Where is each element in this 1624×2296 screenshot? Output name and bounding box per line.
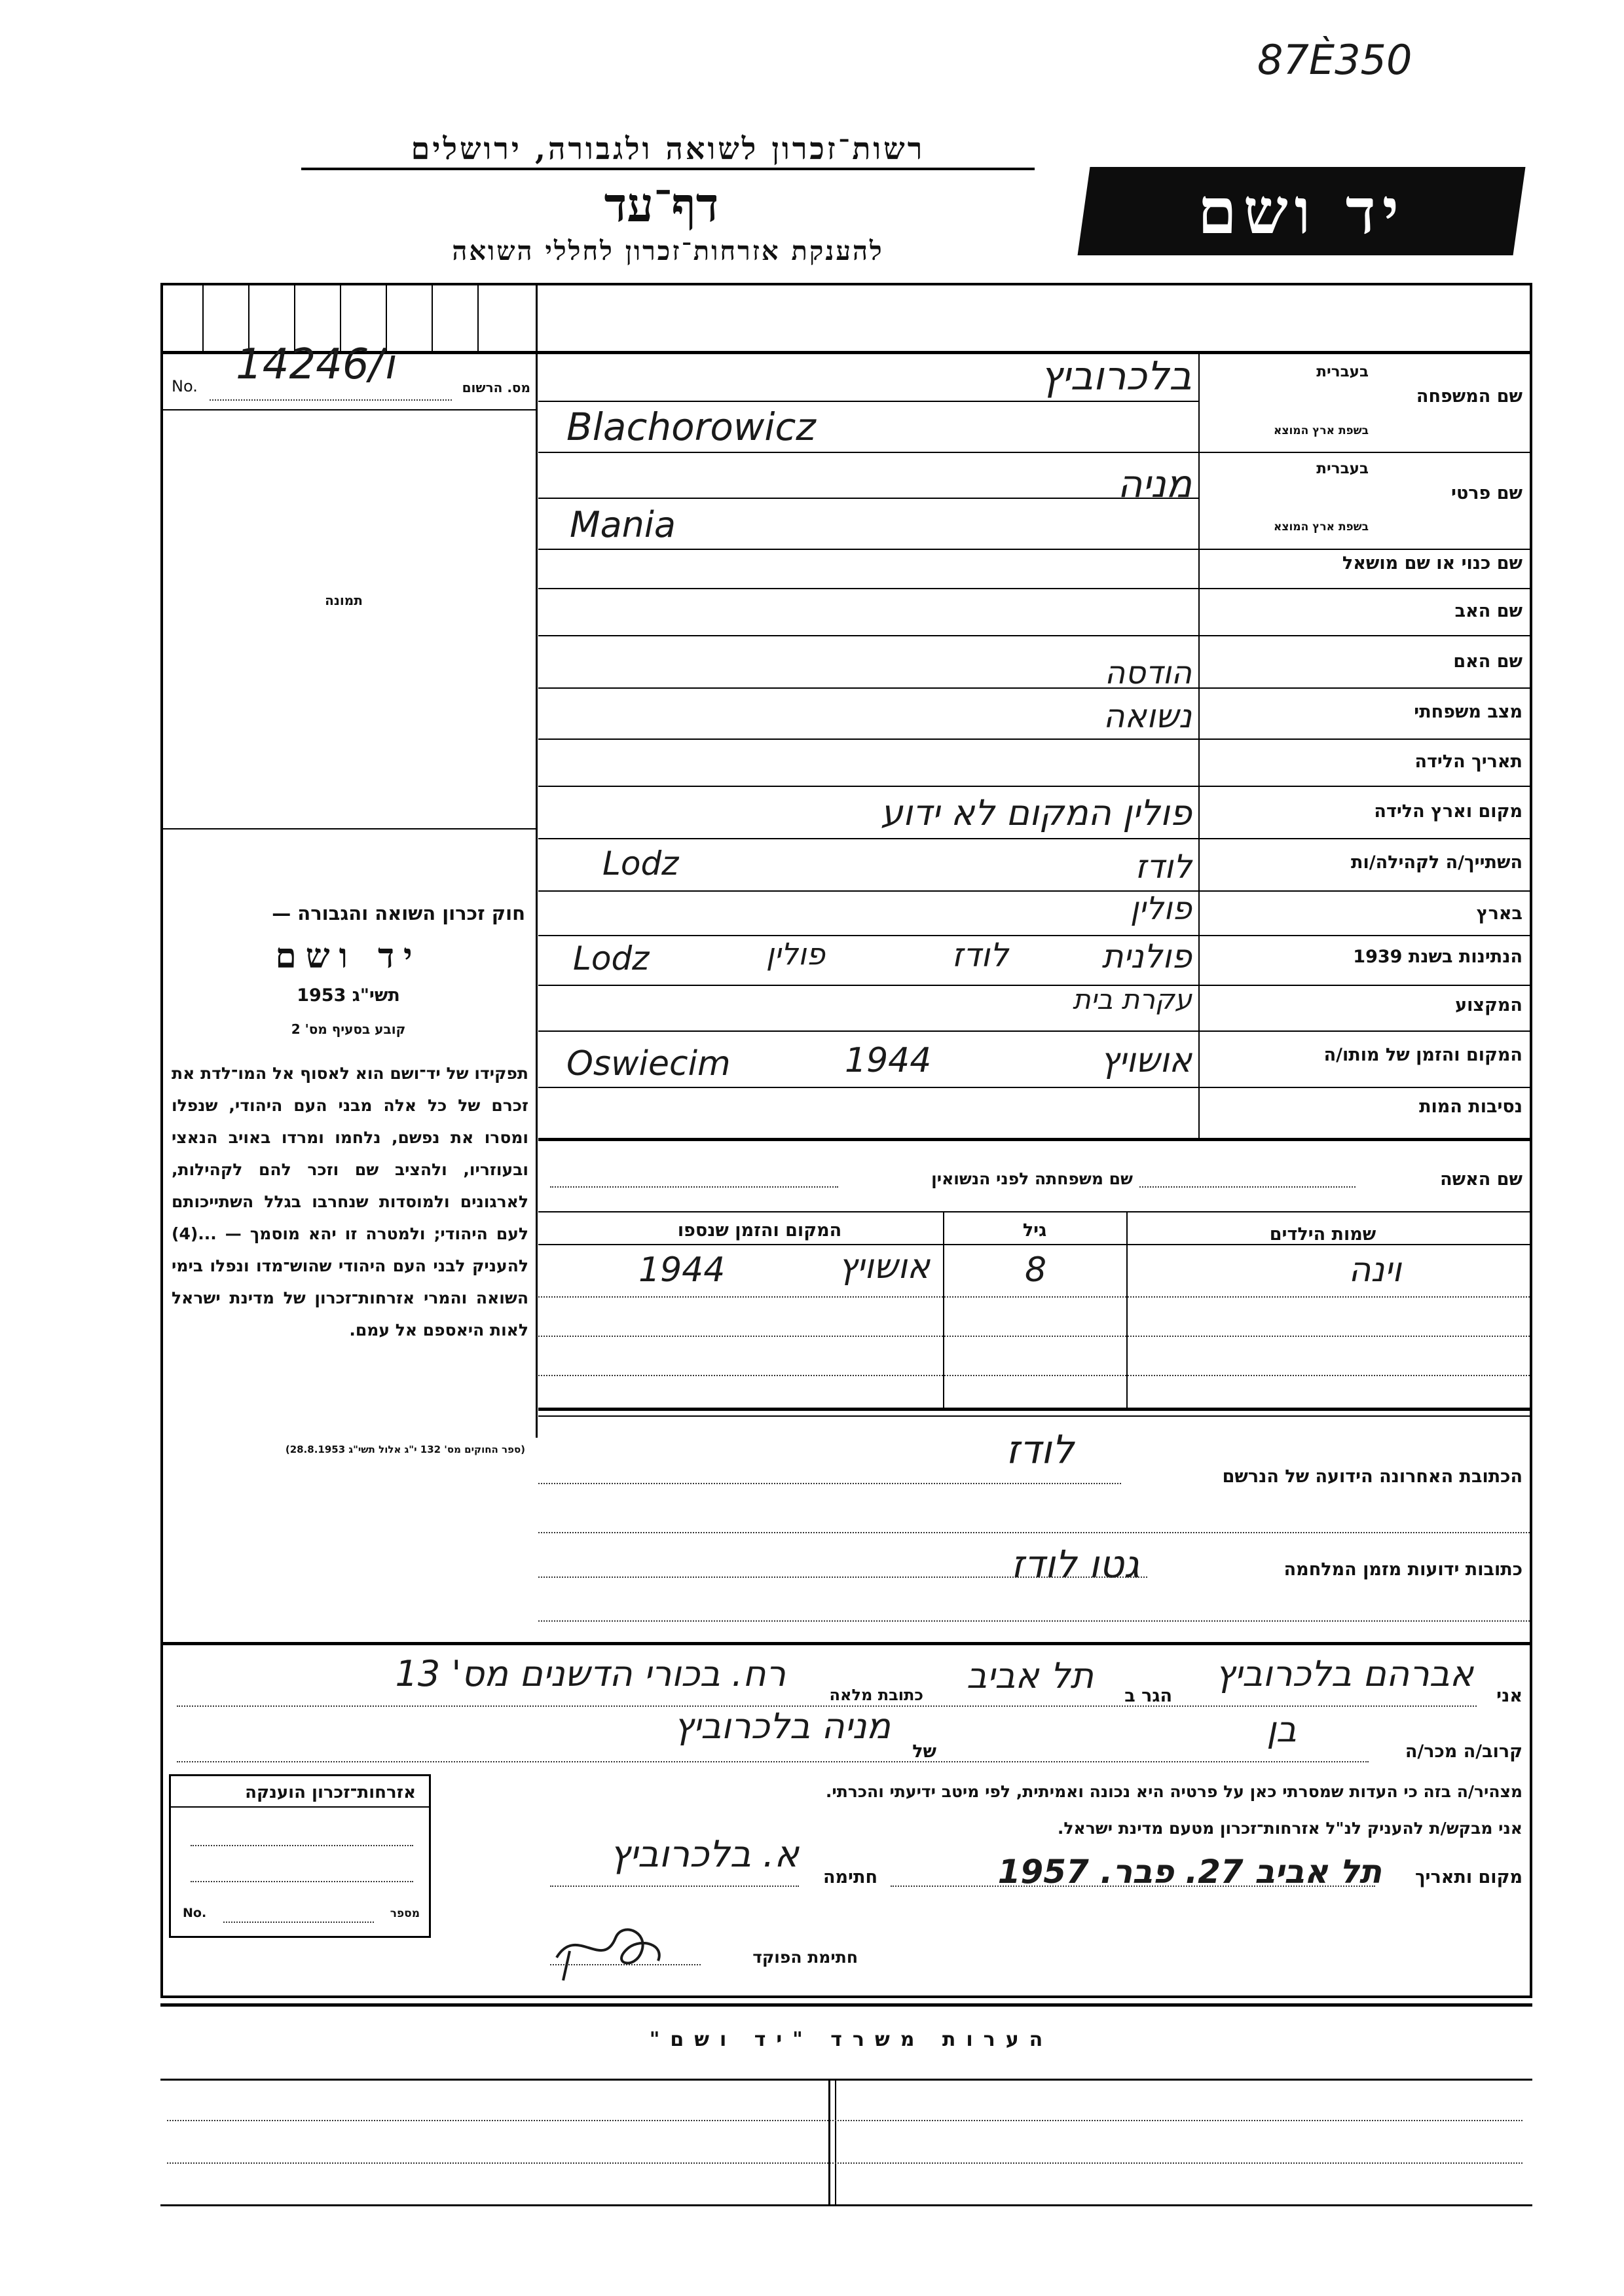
- city-value[interactable]: תל אביב: [967, 1655, 1094, 1696]
- statement-1: מצהיר/ה בזה כי העדות שמסרתי כאן על פרטיה היא נכונה ואמיתית, לפי מיטב ידיעתי והכרתי.: [825, 1782, 1522, 1801]
- logo-text: יד ושם: [1197, 174, 1406, 248]
- surname-local-sublabel: בשפת ארץ המוצא: [1273, 424, 1369, 437]
- war-address-value[interactable]: גטו לודז: [1010, 1542, 1139, 1586]
- marital-value[interactable]: נשואה: [1103, 697, 1192, 735]
- death-place-latin[interactable]: Oswiecim: [566, 1044, 731, 1084]
- birthplace-value[interactable]: פולין המקום לא ידוע: [880, 792, 1192, 833]
- father-label: שם האב: [1454, 601, 1522, 621]
- reference-number: 87Ѐ350: [1257, 36, 1412, 84]
- firstname-label: שם פרטי: [1451, 483, 1522, 503]
- officer-signature-label: חתימת הפוקד: [752, 1948, 858, 1967]
- children-col-names: שמות הילדים: [1269, 1224, 1376, 1245]
- form-subtitle: להענקת אזרחות־זכרון לחללי השואה: [452, 236, 884, 266]
- citizenship-label: הנתינות בשנת 1939: [1353, 947, 1522, 967]
- relative-label: קרוב/ה מכר/ה: [1405, 1741, 1522, 1762]
- child-year[interactable]: 1944: [638, 1250, 726, 1290]
- signature-value[interactable]: א. בלכרוביץ: [610, 1833, 799, 1876]
- death-year-value[interactable]: 1944: [845, 1041, 932, 1080]
- marital-label: מצב משפחתי: [1414, 702, 1522, 722]
- signature-label: חתימה: [822, 1867, 877, 1887]
- spouse-label: שם האשה: [1440, 1169, 1522, 1190]
- left-column-divider: [536, 285, 538, 1438]
- firstname-hebrew-sublabel: בעברית: [1316, 460, 1369, 477]
- officer-signature-scribble: [544, 1912, 674, 1984]
- law-name: יד ושם: [275, 936, 422, 976]
- mother-label: שם האם: [1453, 651, 1522, 672]
- last-address-label: הכתובת האחרונה הידועה של הנרשם: [1222, 1467, 1522, 1487]
- surname-local-value[interactable]: Blachorowicz: [566, 405, 816, 449]
- citizenship-value-country[interactable]: פולין: [766, 936, 825, 972]
- nickname-label: שם כנוי או שם מושאל: [1342, 553, 1522, 574]
- citizenship-value-latin[interactable]: Lodz: [573, 939, 650, 977]
- of-name-value[interactable]: מניה בלכרוביץ: [674, 1705, 891, 1747]
- surname-label: שם המשפחה: [1416, 386, 1522, 407]
- grant-box-number-label: מספר: [390, 1907, 420, 1920]
- community-value[interactable]: לודז: [1135, 848, 1192, 886]
- grant-box-no: No.: [183, 1906, 207, 1920]
- law-clause: קובע בסעיף מס' 2: [291, 1021, 406, 1037]
- birthdate-label: תאריך הלידה: [1414, 752, 1522, 772]
- war-address-label: כתובות ידועות מזמן המלחמה: [1283, 1559, 1522, 1580]
- children-col-place: המקום והזמן שנספו: [677, 1220, 842, 1241]
- place-date-value[interactable]: תל אביב 27. פבר. 1957: [997, 1853, 1382, 1891]
- grant-box: [169, 1774, 431, 1938]
- surname-hebrew-sublabel: בעברית: [1316, 363, 1369, 380]
- community-label: השתייך/ה לקהילה/ות: [1351, 852, 1522, 873]
- profession-label: המקצוע: [1455, 995, 1522, 1015]
- yad-vashem-logo: [1078, 167, 1526, 255]
- address-value[interactable]: רח. בכורי הדשנים מס' 13: [395, 1653, 786, 1694]
- law-title: חוק זכרון השואה והגבורה —: [272, 902, 525, 924]
- community-value-latin[interactable]: Lodz: [602, 845, 679, 883]
- firstname-local-sublabel: בשפת ארץ המוצא: [1273, 520, 1369, 534]
- statement-2: אני מבקש/ת להעניק לנ"ל אזרחות־זכרון מטעם מדינת ישראל.: [1057, 1819, 1522, 1838]
- photo-label: תמונה: [325, 592, 363, 608]
- firstname-local-value[interactable]: Mania: [570, 504, 676, 545]
- death-label: המקום והזמן של מותו/ה: [1323, 1045, 1522, 1065]
- child-place[interactable]: אושויץ: [838, 1247, 930, 1286]
- circumstances-label: נסיבות המות: [1419, 1097, 1522, 1117]
- declarant-name[interactable]: אברהם בלכרוביץ: [1215, 1653, 1473, 1694]
- country-value[interactable]: פולין: [1130, 890, 1192, 927]
- remarks-divider: [160, 2003, 1532, 2007]
- death-place-value[interactable]: אושויץ: [1100, 1041, 1192, 1080]
- place-date-label: מקום ותאריך: [1414, 1867, 1522, 1887]
- registration-label: מס. הרשום: [462, 380, 530, 395]
- law-source: (ספר החוקים מס' 132 י"ג אלול תשי"ג 28.8.1953): [285, 1444, 525, 1455]
- country-label: בארץ: [1476, 903, 1522, 924]
- registration-prefix: No.: [172, 377, 198, 395]
- remarks-area: [160, 2079, 1532, 2206]
- declaration-ani: אני: [1496, 1686, 1522, 1706]
- profession-value[interactable]: עקרת בית: [1072, 983, 1192, 1015]
- label-column-divider: [1198, 354, 1200, 1139]
- child-name[interactable]: וינה: [1348, 1250, 1401, 1290]
- firstname-hebrew-value[interactable]: מניה: [1117, 462, 1192, 506]
- surname-hebrew-value[interactable]: בלכרוביץ: [1040, 354, 1192, 399]
- registration-number[interactable]: 14246/ו: [236, 340, 395, 389]
- form-title: דף־עד: [604, 177, 719, 232]
- of-label: של: [912, 1741, 936, 1762]
- citizenship-value-city[interactable]: לודז: [951, 936, 1008, 974]
- officer-signature-mark: [544, 1912, 674, 1984]
- child-age[interactable]: 8: [1025, 1250, 1047, 1290]
- mother-value[interactable]: הודסה: [1104, 655, 1192, 691]
- children-col-age: גיל: [1022, 1220, 1047, 1241]
- spouse-maiden-label: שם משפחתה לפני הנשואין: [931, 1169, 1133, 1188]
- address-label: כתובת מלאה: [829, 1686, 923, 1704]
- birthplace-label: מקום וארץ הלידה: [1374, 801, 1522, 822]
- org-line: רשות־זכרון לשואה ולגבורה, ירושלים: [301, 131, 1035, 170]
- law-text: תפקידו של יד־ושם הוא לאסוף אל המו־לדת את זכרם של כל אלה מבני העם היהודי, שנפלו ומסרו את נפשם, נלחמו ומרדו באויב הנאצי ובעוזריו, ולהציב שם וזכר להם לקהילות, לארגונים ולמוסדות שנחרבו בגלל השתייכותם לעם היהודי; ולמטרה זו יהא מוסמך — ...(4) להעניק לבני העם היהודי שהוש־מדו ונפלו בימי השואה והמרי אזרחות־זכרון של מדינת ישראל לאות היאספם אל עמם.: [172, 1064, 528, 1339]
- grant-box-title: אזרחות־זכרון הוענקה: [171, 1776, 429, 1808]
- lives-in-label: הגר ב: [1124, 1686, 1172, 1706]
- law-year: תשי"ג 1953: [297, 985, 400, 1006]
- citizenship-value[interactable]: פולנית: [1101, 938, 1192, 975]
- relation-value[interactable]: בן: [1266, 1709, 1297, 1750]
- remarks-title: הערות משרד "יד ושם": [649, 2028, 1054, 2051]
- declaration-divider: [163, 1642, 1530, 1645]
- last-address-value[interactable]: לודז: [1006, 1427, 1074, 1473]
